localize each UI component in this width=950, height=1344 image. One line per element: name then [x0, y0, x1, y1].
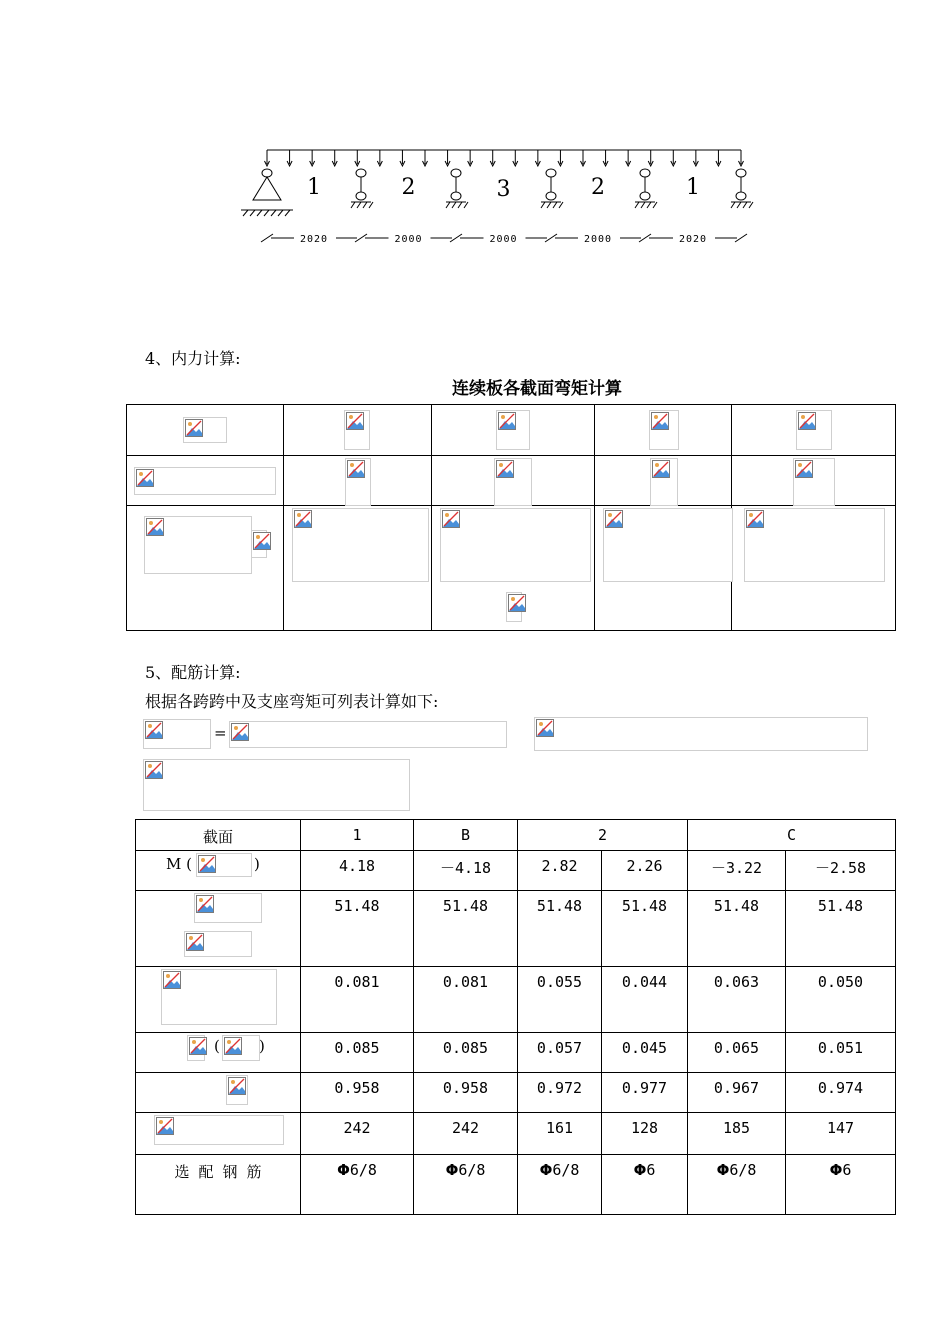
- moment-table-cell: [284, 506, 432, 631]
- cell: 2.26: [602, 851, 688, 891]
- broken-image-icon-glyph: [198, 855, 216, 873]
- ground-hatch: [749, 202, 753, 208]
- rebar-size: 6/8: [729, 1161, 757, 1179]
- roller-top: [736, 169, 746, 177]
- broken-image-icon: [534, 717, 868, 751]
- broken-image-icon-glyph: [136, 469, 154, 487]
- ground-hatch: [351, 202, 355, 208]
- moment-table-cell: [432, 506, 595, 631]
- span-label: 1: [686, 175, 700, 200]
- equals-sign: =: [214, 724, 227, 742]
- broken-image-icon: [506, 592, 522, 622]
- label-paren-close: ): [259, 1037, 265, 1055]
- label-paren-open: (: [214, 1037, 220, 1055]
- cell: 0.045: [602, 1033, 688, 1073]
- broken-image-icon-glyph: [145, 721, 163, 739]
- moment-table-cell: [595, 456, 732, 506]
- broken-image-icon-glyph: [294, 510, 312, 528]
- pin-support: [253, 177, 281, 200]
- cell: －4.18: [414, 851, 518, 891]
- ground-hatch: [635, 202, 639, 208]
- cell: 0.057: [518, 1033, 602, 1073]
- broken-image-icon: [292, 508, 429, 582]
- moment-table-cell: [284, 456, 432, 506]
- ground-hatch: [737, 202, 741, 208]
- rebar-cell: [414, 1155, 518, 1215]
- cell: 0.958: [301, 1073, 414, 1113]
- ground-hatch: [250, 210, 255, 216]
- ground-hatch: [743, 202, 747, 208]
- header-col-C: C: [688, 820, 896, 851]
- cell: －2.58: [786, 851, 896, 891]
- ground-hatch: [464, 202, 468, 208]
- cell: 185: [688, 1113, 786, 1155]
- ground-hatch: [243, 210, 248, 216]
- roller-bottom: [736, 192, 746, 200]
- rebar-cell: [602, 1155, 688, 1215]
- ground-hatch: [647, 202, 651, 208]
- broken-image-icon: [144, 516, 252, 574]
- rebar-symbol: Φ: [716, 1161, 730, 1179]
- cell: 242: [301, 1113, 414, 1155]
- broken-image-icon: [229, 721, 507, 748]
- cell: 0.958: [414, 1073, 518, 1113]
- broken-image-icon-glyph: [746, 510, 764, 528]
- ground-hatch: [731, 202, 735, 208]
- broken-image-icon: [496, 410, 530, 450]
- cell: 0.967: [688, 1073, 786, 1113]
- rebar-symbol: Φ: [445, 1161, 459, 1179]
- moment-table-cell: [432, 456, 595, 506]
- rebar-size: 6: [646, 1161, 656, 1179]
- ground-hatch: [369, 202, 373, 208]
- ground-hatch: [452, 202, 456, 208]
- row-label: [136, 1113, 301, 1155]
- ground-hatch: [553, 202, 557, 208]
- dim-label: 2000: [583, 234, 613, 245]
- broken-image-icon-glyph: [498, 412, 516, 430]
- cell: 0.081: [414, 967, 518, 1033]
- beam-diagram: [235, 140, 765, 255]
- ground-hatch: [547, 202, 551, 208]
- broken-image-icon: [440, 508, 591, 582]
- dim-label: 2000: [394, 234, 423, 245]
- ground-hatch: [541, 202, 545, 208]
- cell: 51.48: [688, 891, 786, 967]
- broken-image-icon-glyph: [347, 460, 365, 478]
- broken-image-icon: [344, 410, 370, 450]
- broken-image-icon-glyph: [224, 1037, 242, 1055]
- rebar-table: [135, 819, 896, 1215]
- row-label-moment: [136, 851, 301, 891]
- cell: 0.065: [688, 1033, 786, 1073]
- dim-label: 2000: [489, 234, 518, 245]
- moment-table-cell: [127, 405, 284, 456]
- rebar-size: 6/8: [458, 1161, 486, 1179]
- section4-heading: 4、内力计算:: [145, 349, 241, 368]
- header-col-2: 2: [518, 820, 688, 851]
- ground-hatch: [271, 210, 276, 216]
- broken-image-icon-glyph: [186, 933, 204, 951]
- broken-image-icon: [194, 893, 262, 923]
- broken-image-icon: [143, 719, 211, 749]
- roller-top: [356, 169, 366, 177]
- broken-image-icon: [796, 410, 832, 450]
- broken-image-icon: [161, 969, 277, 1025]
- pin-hinge: [262, 169, 272, 177]
- ground-hatch: [278, 210, 283, 216]
- broken-image-icon-glyph: [536, 719, 554, 737]
- broken-image-icon: [494, 458, 532, 506]
- broken-image-icon-glyph: [442, 510, 460, 528]
- cell: 0.085: [414, 1033, 518, 1073]
- moment-table-cell: [127, 456, 284, 506]
- broken-image-icon-glyph: [145, 761, 163, 779]
- ground-hatch: [653, 202, 657, 208]
- row-label: [136, 967, 301, 1033]
- roller-bottom: [546, 192, 556, 200]
- roller-top: [640, 169, 650, 177]
- dim-label: 2020: [678, 234, 708, 245]
- roller-bottom: [451, 192, 461, 200]
- row-label-rebar-selection: 选 配 钢 筋: [136, 1155, 301, 1215]
- rebar-cell: [688, 1155, 786, 1215]
- cell: －3.22: [688, 851, 786, 891]
- rebar-cell: [518, 1155, 602, 1215]
- broken-image-icon-glyph: [156, 1117, 174, 1135]
- broken-image-icon: [603, 508, 733, 582]
- cell: 242: [414, 1113, 518, 1155]
- cell: 51.48: [786, 891, 896, 967]
- ground-hatch: [285, 210, 290, 216]
- cell: 51.48: [602, 891, 688, 967]
- rebar-symbol: Φ: [337, 1161, 350, 1179]
- cell: 4.18: [301, 851, 414, 891]
- broken-image-icon-glyph: [231, 723, 249, 741]
- cell: 128: [602, 1113, 688, 1155]
- roller-bottom: [640, 192, 650, 200]
- cell: 0.050: [786, 967, 896, 1033]
- moment-table-cell: [732, 405, 896, 456]
- section5-intro: 根据各跨跨中及支座弯矩可列表计算如下:: [145, 692, 439, 711]
- cell: 51.48: [518, 891, 602, 967]
- span-label: 2: [591, 175, 605, 200]
- row-label: [136, 891, 301, 967]
- roller-bottom: [356, 192, 366, 200]
- broken-image-icon-glyph: [795, 460, 813, 478]
- ground-hatch: [446, 202, 450, 208]
- cell: 161: [518, 1113, 602, 1155]
- ground-hatch: [458, 202, 462, 208]
- moment-table: [126, 404, 896, 631]
- cell: 51.48: [301, 891, 414, 967]
- broken-image-icon: [183, 417, 227, 443]
- broken-image-icon-glyph: [508, 594, 526, 612]
- header-col-1: 1: [301, 820, 414, 851]
- broken-image-icon: [187, 1035, 205, 1061]
- header-section-label: 截面: [136, 820, 301, 851]
- cell: 0.081: [301, 967, 414, 1033]
- moment-label-close: ): [254, 855, 260, 873]
- rebar-symbol: Φ: [539, 1161, 553, 1179]
- roller-top: [451, 169, 461, 177]
- moment-table-cell: [595, 405, 732, 456]
- section5-heading: 5、配筋计算:: [145, 663, 241, 682]
- broken-image-icon-glyph: [346, 412, 364, 430]
- broken-image-icon: [143, 759, 410, 811]
- rebar-cell: [786, 1155, 896, 1215]
- ground-hatch: [363, 202, 367, 208]
- span-label: 2: [401, 175, 416, 200]
- rebar-size: 6/8: [552, 1161, 580, 1179]
- broken-image-icon: [184, 931, 252, 957]
- roller-top: [546, 169, 556, 177]
- cell: 0.055: [518, 967, 602, 1033]
- broken-image-icon-glyph: [798, 412, 816, 430]
- broken-image-icon-glyph: [163, 971, 181, 989]
- broken-image-icon: [222, 1035, 260, 1061]
- broken-image-icon: [793, 458, 835, 506]
- broken-image-icon-glyph: [253, 532, 271, 550]
- rebar-symbol: Φ: [829, 1161, 843, 1179]
- moment-table-title: 连续板各截面弯矩计算: [452, 379, 622, 399]
- cell: 0.085: [301, 1033, 414, 1073]
- moment-table-cell: [432, 405, 595, 456]
- broken-image-icon-glyph: [146, 518, 164, 536]
- cell: 51.48: [414, 891, 518, 967]
- header-col-B: B: [414, 820, 518, 851]
- cell: 147: [786, 1113, 896, 1155]
- broken-image-icon: [196, 853, 252, 877]
- broken-image-icon: [345, 458, 371, 506]
- rebar-symbol: Φ: [633, 1161, 647, 1179]
- ground-hatch: [559, 202, 563, 208]
- broken-image-icon: [154, 1115, 284, 1145]
- cell: 0.977: [602, 1073, 688, 1113]
- moment-table-cell: [595, 506, 732, 631]
- rebar-cell: [301, 1155, 414, 1215]
- broken-image-icon-glyph: [185, 419, 203, 437]
- broken-image-icon: [649, 410, 679, 450]
- broken-image-icon: [650, 458, 678, 506]
- moment-table-cell: [284, 405, 432, 456]
- ground-hatch: [264, 210, 269, 216]
- ground-hatch: [641, 202, 645, 208]
- moment-label-open: M (: [166, 855, 192, 873]
- cell: 0.974: [786, 1073, 896, 1113]
- broken-image-icon: [134, 467, 276, 495]
- broken-image-icon-glyph: [652, 460, 670, 478]
- row-label: [136, 1073, 301, 1113]
- cell: 0.044: [602, 967, 688, 1033]
- cell: 0.972: [518, 1073, 602, 1113]
- cell: 2.82: [518, 851, 602, 891]
- span-label: 1: [307, 175, 321, 200]
- moment-table-cell: [127, 506, 284, 631]
- span-label: 3: [496, 177, 511, 202]
- ground-hatch: [257, 210, 262, 216]
- broken-image-icon: [251, 530, 267, 558]
- broken-image-icon-glyph: [651, 412, 669, 430]
- moment-table-cell: [732, 456, 896, 506]
- row-label: [136, 1033, 301, 1073]
- moment-table-cell: [732, 506, 896, 631]
- broken-image-icon: [226, 1075, 248, 1105]
- cell: 0.051: [786, 1033, 896, 1073]
- broken-image-icon-glyph: [189, 1037, 207, 1055]
- broken-image-icon-glyph: [496, 460, 514, 478]
- rebar-size: 6: [842, 1161, 852, 1179]
- rebar-size: 6/8: [349, 1161, 377, 1179]
- broken-image-icon-glyph: [196, 895, 214, 913]
- broken-image-icon: [744, 508, 885, 582]
- broken-image-icon-glyph: [605, 510, 623, 528]
- broken-image-icon-glyph: [228, 1077, 246, 1095]
- dim-label: 2020: [299, 234, 329, 245]
- ground-hatch: [357, 202, 361, 208]
- cell: 0.063: [688, 967, 786, 1033]
